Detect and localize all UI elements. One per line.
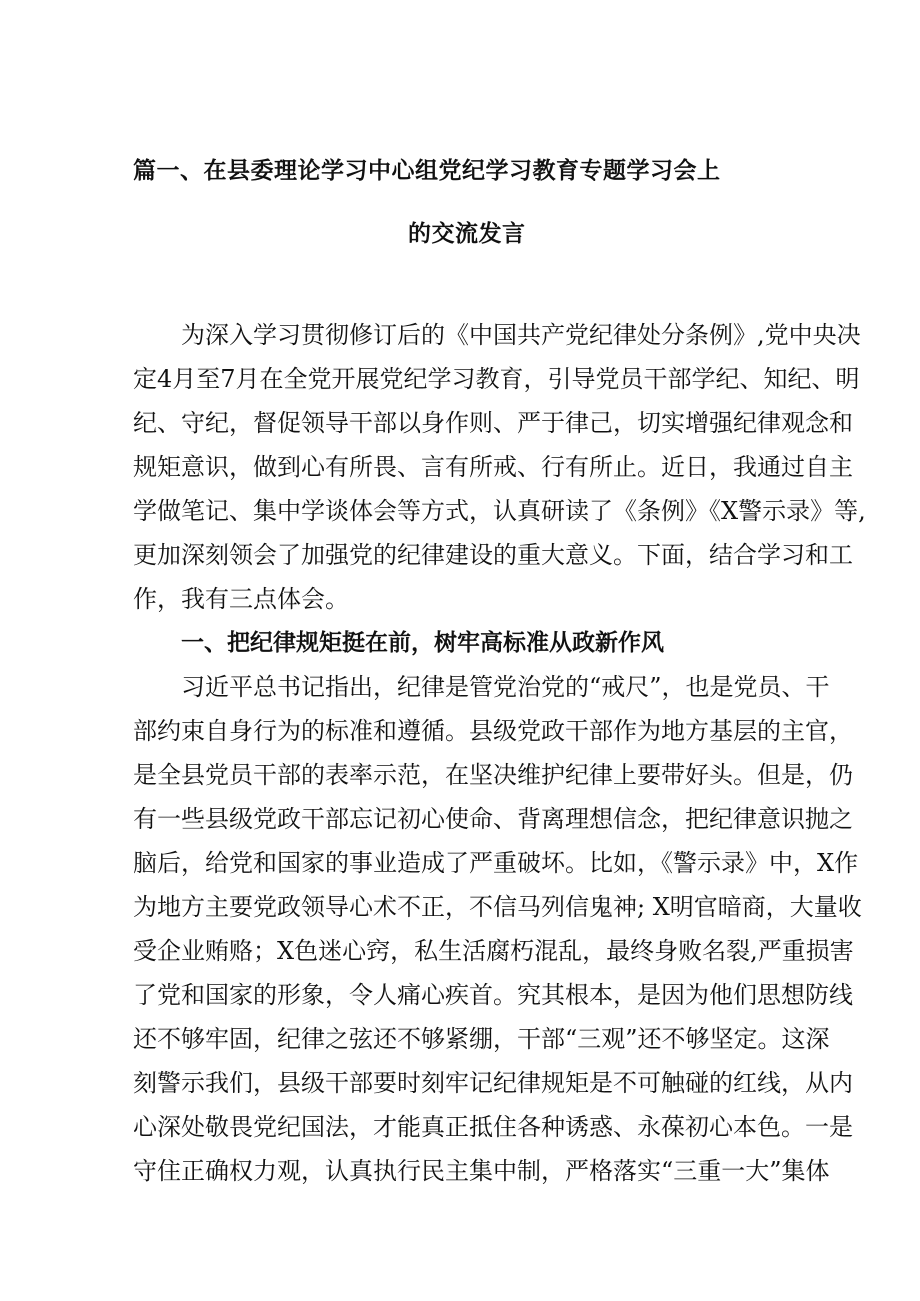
paragraph-2-line: 受企业贿赂；X色迷心窍，私生活腐朽混乱，最终身败名裂,严重损害	[133, 937, 854, 965]
paragraph-1-line: 更加深刻领会了加强党的纪律建设的重大意义。下面，结合学习和工	[133, 541, 853, 569]
paragraph-2-line: 为地方主要党政领导心术不正，不信马列信鬼神; X明官暗商，大量收	[133, 893, 862, 921]
paragraph-1-line: 规矩意识，做到心有所畏、言有所戒、行有所止。近日，我通过自主	[133, 453, 853, 481]
paragraph-1-line: 纪、守纪，督促领导干部以身作则、严于律己，切实增强纪律观念和	[133, 409, 853, 437]
paragraph-2-line: 还不够牢固，纪律之弦还不够紧绷，干部“三观”还不够坚定。这深	[133, 1025, 830, 1053]
paragraph-2-line: 部约束自身行为的标准和遵循。县级党政干部作为地方基层的主官，	[133, 717, 853, 745]
paragraph-2-line: 心深处敬畏党纪国法，才能真正抵住各种诱惑、永葆初心本色。一是	[133, 1113, 853, 1141]
paragraph-1-line: 学做笔记、集中学谈体会等方式，认真研读了《条例》《X警示录》等,	[133, 497, 866, 525]
title-line-2: 的交流发言	[408, 221, 526, 247]
paragraph-1-line: 定4月至7月在全党开展党纪学习教育，引导党员干部学纪、知纪、明	[133, 365, 860, 393]
paragraph-2-line: 脑后，给党和国家的事业造成了严重破坏。比如，《警示录》中，X作	[133, 849, 859, 877]
paragraph-2-line: 有一些县级党政干部忘记初心使命、背离理想信念，把纪律意识抛之	[133, 805, 853, 833]
paragraph-2-line: 刻警示我们，县级干部要时刻牢记纪律规矩是不可触碰的红线，从内	[133, 1069, 853, 1097]
paragraph-2-line: 了党和国家的形象，令人痛心疾首。究其根本，是因为他们思想防线	[133, 981, 853, 1009]
title-line-1: 篇一、在县委理论学习中心组党纪学习教育专题学习会上	[133, 158, 721, 184]
paragraph-2-line: 守住正确权力观，认真执行民主集中制，严格落实“三重一大”集体	[133, 1157, 830, 1185]
paragraph-2-line: 是全县党员干部的表率示范，在坚决维护纪律上要带好头。但是，仍	[133, 761, 853, 789]
paragraph-2-line: 习近平总书记指出，纪律是管党治党的“戒尺”，也是党员、干	[181, 673, 830, 701]
section-heading-1: 一、把纪律规矩挺在前，树牢高标准从政新作风	[181, 630, 664, 656]
paragraph-1-line: 为深入学习贯彻修订后的《中国共产党纪律处分条例》,党中央决	[181, 321, 861, 349]
paragraph-1-line: 作，我有三点体会。	[133, 585, 349, 613]
